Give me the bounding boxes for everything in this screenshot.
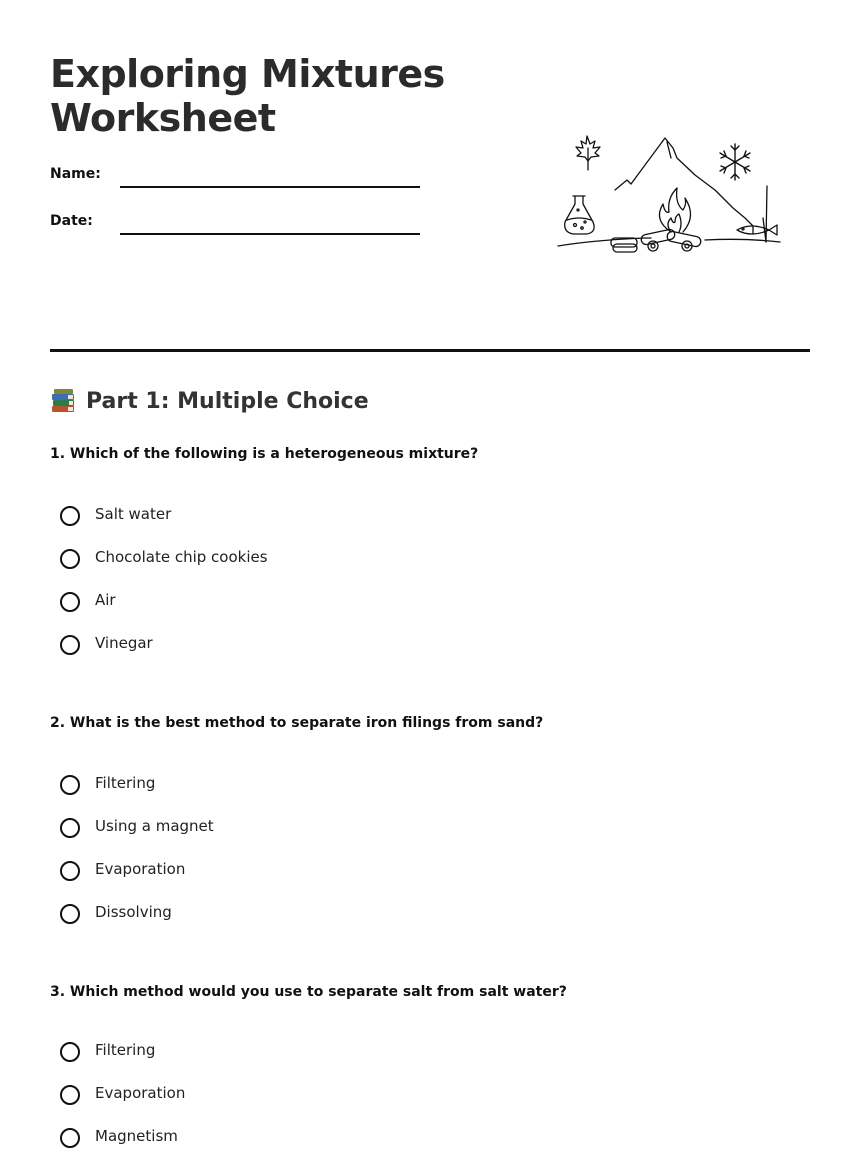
radio-button[interactable]	[60, 818, 80, 838]
radio-button[interactable]	[60, 861, 80, 881]
question-1-options	[60, 504, 268, 676]
section-divider	[50, 349, 810, 352]
question-2-options	[60, 773, 214, 945]
radio-button[interactable]	[60, 635, 80, 655]
campfire-icon	[611, 188, 702, 252]
option-label: Evaporation	[95, 1084, 186, 1102]
question-3-option-2[interactable]	[60, 1083, 185, 1126]
question-1-option-3[interactable]	[60, 590, 268, 633]
name-field[interactable]	[50, 166, 420, 196]
radio-button[interactable]	[60, 1128, 80, 1148]
option-label: Vinegar	[95, 634, 153, 652]
option-label: Filtering	[95, 1041, 156, 1059]
option-label: Filtering	[95, 774, 156, 792]
part1-heading-text: Part 1: Multiple Choice	[86, 388, 369, 414]
option-label: Salt water	[95, 505, 172, 523]
question-3-option-3[interactable]	[60, 1126, 185, 1169]
part1-heading	[50, 388, 369, 414]
radio-button[interactable]	[60, 904, 80, 924]
flask-icon	[565, 196, 594, 234]
radio-button[interactable]	[60, 775, 80, 795]
option-label: Air	[95, 591, 116, 609]
outdoor-scene-illustration	[555, 130, 785, 260]
worksheet-title	[50, 52, 470, 140]
mountain-icon	[615, 138, 753, 226]
date-field[interactable]	[50, 213, 420, 243]
question-1	[50, 446, 810, 652]
question-1-option-4[interactable]	[60, 633, 268, 676]
question-1-option-1[interactable]	[60, 504, 268, 547]
option-label: Magnetism	[95, 1127, 178, 1145]
question-1-option-2[interactable]	[60, 547, 268, 590]
option-label: Chocolate chip cookies	[95, 548, 268, 566]
date-label: Date:	[50, 213, 93, 229]
question-3	[50, 984, 810, 1145]
question-2	[50, 715, 810, 921]
maple-leaf-icon	[576, 136, 600, 170]
question-2-option-2[interactable]	[60, 816, 214, 859]
question-2-option-4[interactable]	[60, 902, 214, 945]
title-line-2: Worksheet	[50, 96, 276, 140]
option-label: Evaporation	[95, 860, 186, 878]
ground-line-right	[705, 239, 780, 242]
radio-button[interactable]	[60, 549, 80, 569]
title-line-1: Exploring Mixtures	[50, 52, 445, 96]
books-icon	[50, 388, 76, 414]
question-3-text: 3. Which method would you use to separate salt from salt water?	[50, 984, 567, 1000]
question-3-option-1[interactable]	[60, 1040, 185, 1083]
radio-button[interactable]	[60, 592, 80, 612]
option-label: Using a magnet	[95, 817, 214, 835]
date-input-line[interactable]	[120, 233, 420, 235]
snowflake-icon	[720, 144, 750, 180]
question-2-option-3[interactable]	[60, 859, 214, 902]
name-label: Name:	[50, 166, 101, 182]
fish-icon	[737, 186, 777, 242]
question-3-options	[60, 1040, 185, 1169]
radio-button[interactable]	[60, 506, 80, 526]
question-2-option-1[interactable]	[60, 773, 214, 816]
radio-button[interactable]	[60, 1042, 80, 1062]
radio-button[interactable]	[60, 1085, 80, 1105]
option-label: Dissolving	[95, 903, 172, 921]
name-input-line[interactable]	[120, 186, 420, 188]
question-2-text: 2. What is the best method to separate iron filings from sand?	[50, 715, 544, 731]
question-1-text: 1. Which of the following is a heterogeneous mixture?	[50, 446, 479, 462]
